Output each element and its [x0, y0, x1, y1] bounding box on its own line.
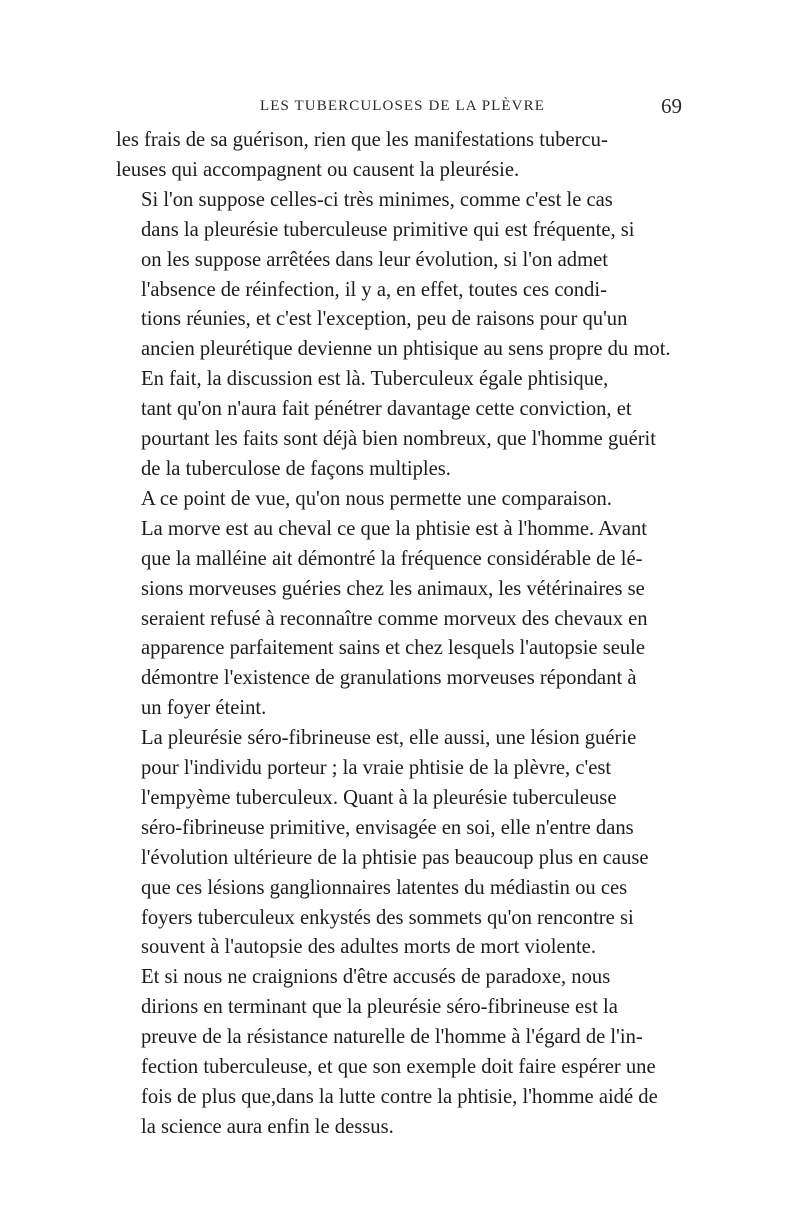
text-line: on les suppose arrêtées dans leur évolution, si l'on admet: [141, 248, 608, 271]
text-line: fois de plus que,dans la lutte contre la phtisie, l'homme aidé de: [141, 1086, 658, 1108]
text-line: dans la pleurésie tuberculeuse primitive qui est fréquente, si: [141, 218, 635, 241]
running-head: [116, 94, 682, 124]
text-line: l'empyème tuberculeux. Quant à la pleurésie tuberculeuse: [141, 786, 617, 809]
text-line: Et si nous ne craignions d'être accusés de paradoxe, nous: [141, 966, 611, 989]
paragraph: [116, 365, 686, 485]
paragraph: [116, 186, 686, 365]
text-line: sions morveuses guéries chez les animaux, les vétérinaires se: [141, 577, 645, 600]
text-line: un foyer éteint.: [141, 697, 267, 720]
text-line: La pleurésie séro-fibrineuse est, elle aussi, une lésion guérie: [141, 727, 637, 750]
text-line: ancien pleurétique devienne un phtisique au sens propre du mot.: [141, 338, 671, 361]
text-line: La morve est au cheval ce que la phtisie est à l'homme. Avant: [141, 517, 647, 540]
text-line: tions réunies, et c'est l'exception, peu de raisons pour qu'un: [141, 308, 628, 331]
text-line: de la tuberculose de façons multiples.: [141, 457, 451, 480]
paragraph: [116, 963, 686, 1142]
text-line: foyers tuberculeux enkystés des sommets qu'on rencontre si: [141, 906, 634, 929]
running-title: LES TUBERCULOSES DE LA PLÈVRE: [260, 98, 545, 114]
text-line: les frais de sa guérison, rien que les manifestations tubercu-: [116, 129, 608, 151]
text-line: seraient refusé à reconnaître comme morveux des chevaux en: [141, 607, 648, 630]
text-line: preuve de la résistance naturelle de l'homme à l'égard de l'in-: [141, 1026, 643, 1049]
text-line: leuses qui accompagnent ou causent la pleurésie.: [116, 158, 520, 181]
text-line: dirions en terminant que la pleurésie séro-fibrineuse est la: [141, 996, 618, 1019]
text-line: la science aura enfin le dessus.: [141, 1115, 394, 1138]
text-line: pourtant les faits sont déjà bien nombreux, que l'homme guérit: [141, 428, 657, 451]
text-line: que la malléine ait démontré la fréquence considérable de lé-: [141, 547, 643, 570]
text-line: Si l'on suppose celles-ci très minimes, comme c'est le cas: [141, 188, 613, 211]
text-line: apparence parfaitement sains et chez lesquels l'autopsie seule: [141, 637, 646, 660]
text-line: séro-fibrineuse primitive, envisagée en soi, elle n'entre dans: [141, 816, 634, 839]
text-line: A ce point de vue, qu'on nous permette une comparaison.: [141, 487, 612, 510]
paragraph: [116, 485, 686, 724]
text-line: pour l'individu porteur ; la vraie phtisie de la plèvre, c'est: [141, 757, 612, 780]
text-line: l'évolution ultérieure de la phtisie pas beaucoup plus en cause: [141, 846, 649, 869]
text-line: l'absence de réinfection, il y a, en effet, toutes ces condi-: [141, 278, 607, 301]
paragraph: [116, 126, 686, 186]
text-line: En fait, la discussion est là. Tuberculeux égale phtisique,: [141, 368, 609, 391]
text-line: que ces lésions ganglionnaires latentes du médiastin ou ces: [141, 876, 628, 899]
text-line: fection tuberculeuse, et que son exemple doit faire espérer une: [141, 1056, 656, 1079]
text-line: démontre l'existence de granulations morveuses répondant à: [141, 667, 637, 690]
text-line: souvent à l'autopsie des adultes morts de mort violente.: [141, 936, 596, 959]
paragraph: [116, 724, 686, 963]
text-line: tant qu'on n'aura fait pénétrer davantage cette conviction, et: [141, 398, 632, 421]
page-number: 69: [661, 94, 682, 118]
body-text: [116, 126, 686, 1143]
